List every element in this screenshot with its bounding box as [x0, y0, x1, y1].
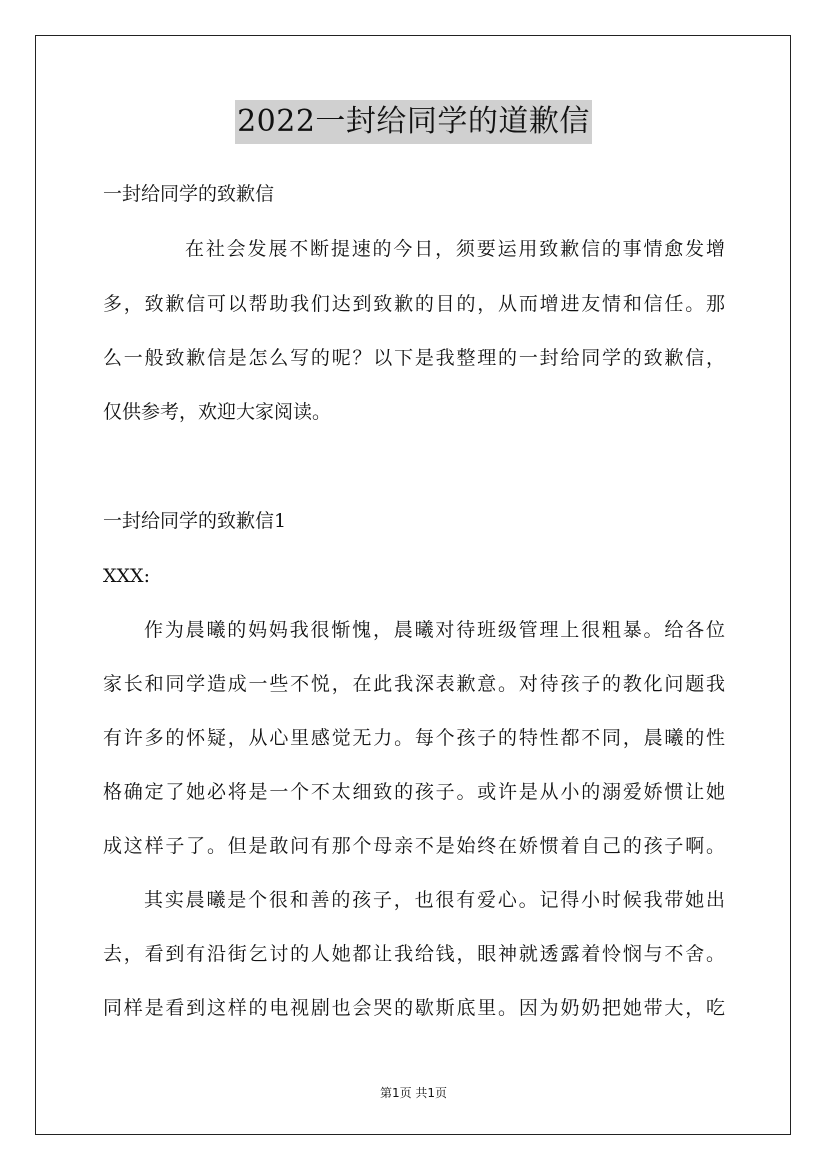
- paragraph-line: 家长和同学造成一些不悦，在此我深表歉意。对待孩子的教化问题我: [103, 673, 725, 695]
- paragraph-line: 同样是看到这样的电视剧也会哭的歇斯底里。因为奶奶把她带大，吃: [103, 997, 725, 1019]
- intro-line: 仅供参考，欢迎大家阅读。: [103, 401, 332, 423]
- intro-line: 么一般致歉信是怎么写的呢？以下是我整理的一封给同学的致歉信，: [103, 347, 725, 369]
- paragraph-line: 作为晨曦的妈妈我很惭愧，晨曦对待班级管理上很粗暴。给各位: [144, 619, 725, 641]
- section-heading: 一封给同学的致歉信1: [103, 510, 287, 532]
- paragraph-line: 有许多的怀疑，从心里感觉无力。每个孩子的特性都不同，晨曦的性: [103, 727, 725, 749]
- intro-line: 在社会发展不断提速的今日，须要运用致歉信的事情愈发增: [185, 238, 725, 260]
- intro-line: 多，致歉信可以帮助我们达到致歉的目的，从而增进友情和信任。那: [103, 293, 725, 315]
- paragraph-line: 成这样子了。但是敢问有那个母亲不是始终在娇惯着自己的孩子啊。: [103, 835, 725, 857]
- page-footer: 第1页 共1页: [379, 1086, 448, 1100]
- paragraph-line: 格确定了她必将是一个不太细致的孩子。或许是从小的溺爱娇惯让她: [103, 781, 725, 803]
- paragraph-line: 其实晨曦是个很和善的孩子，也很有爱心。记得小时候我带她出: [144, 889, 725, 911]
- title-container: [0, 100, 827, 144]
- document-subtitle: 一封给同学的致歉信: [103, 183, 275, 205]
- salutation: XXX:: [103, 565, 150, 587]
- paragraph-line: 去，看到有沿街乞讨的人她都让我给钱，眼神就透露着怜悯与不舍。: [103, 943, 725, 965]
- document-title: 2022一封给同学的道歉信: [235, 100, 592, 144]
